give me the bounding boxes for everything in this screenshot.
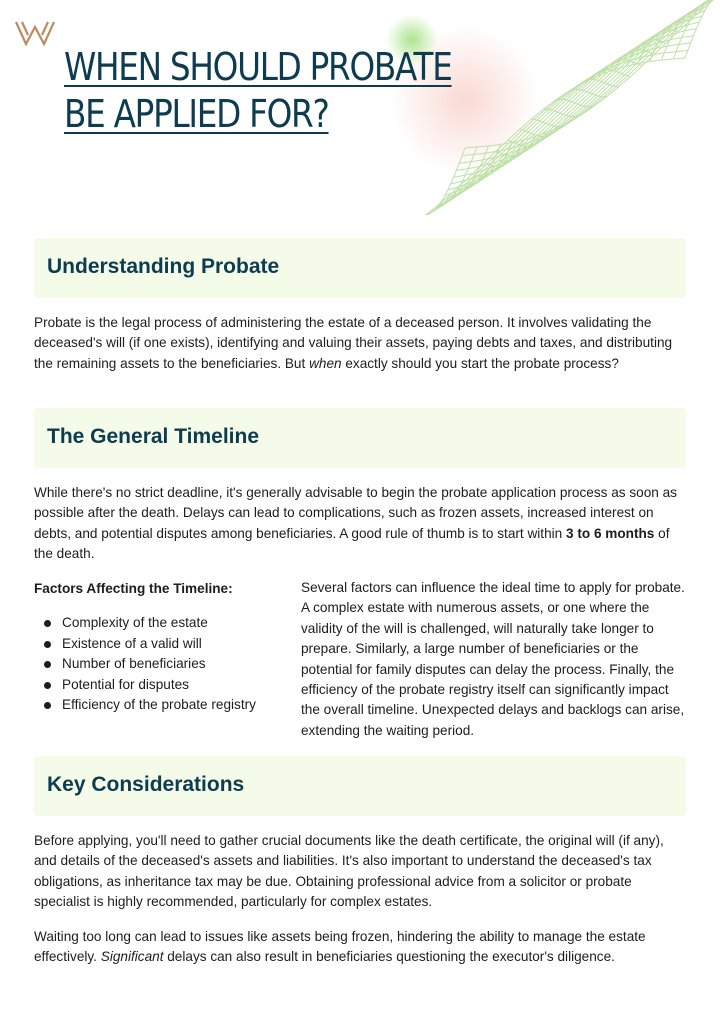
list-item: Number of beneficiaries (34, 654, 256, 675)
factors-title: Factors Affecting the Timeline: (34, 581, 233, 596)
title-line-1: WHEN SHOULD PROBATE (64, 45, 452, 89)
understanding-heading: Understanding Probate (47, 255, 280, 278)
understanding-paragraph: Probate is the legal process of administering the estate of a deceased person. It involves validating the deceased's will (if one exists), identifying and valuing their assets, paying debts and taxes, and distributing the remaining assets to the beneficiaries. But when exactly should you start the probate process? (34, 315, 673, 371)
considerations-heading: Key Considerations (47, 773, 245, 796)
section-heading-box (34, 756, 686, 816)
factors-list (34, 613, 256, 716)
section-heading-box (34, 408, 686, 468)
timeline-heading: The General Timeline (47, 425, 260, 448)
considerations-paragraph-1: Before applying, you'll need to gather crucial documents like the death certificate, the original will (if any), and details of the deceased's assets and liabilities. It's also important to understand the deceased's tax obligations, as inheritance tax may be due. Obtaining professional advice from a solicitor or probate specialist is highly recommended, particularly for complex estates. (34, 833, 664, 910)
title-line-2: BE APPLIED FOR? (64, 92, 329, 136)
list-item: Efficiency of the probate registry (34, 695, 256, 716)
timeline-paragraph: While there's no strict deadline, it's generally advisable to begin the probate application process as soon as possible after the death. Delays can lead to complications, such as frozen assets, increased interest on debts, and potential disputes among beneficiaries. A good rule of thumb is to start within 3 to 6 months of the death. (34, 485, 677, 562)
list-item: Potential for disputes (34, 675, 256, 696)
w-monogram-logo-icon (14, 19, 56, 47)
page-title (64, 44, 468, 138)
list-item: Complexity of the estate (34, 613, 256, 634)
list-item: Existence of a valid will (34, 634, 256, 655)
considerations-paragraph-2: Waiting too long can lead to issues like assets being frozen, hindering the ability to manage the estate effectively. Significant delays can also result in beneficiaries questioning the executor's diligence. (34, 929, 646, 965)
factors-side-paragraph: Several factors can influence the ideal time to apply for probate. A complex estate with numerous assets, or one where the validity of the will is challenged, will naturally take longer to prepare. Similarly, a large number of beneficiaries or the potential for family disputes can delay the process. Finally, the efficiency of the probate registry itself can significantly impact the overall timeline. Unexpected delays and backlogs can arise, extending the waiting period. (301, 580, 685, 738)
section-heading-box (34, 238, 686, 298)
